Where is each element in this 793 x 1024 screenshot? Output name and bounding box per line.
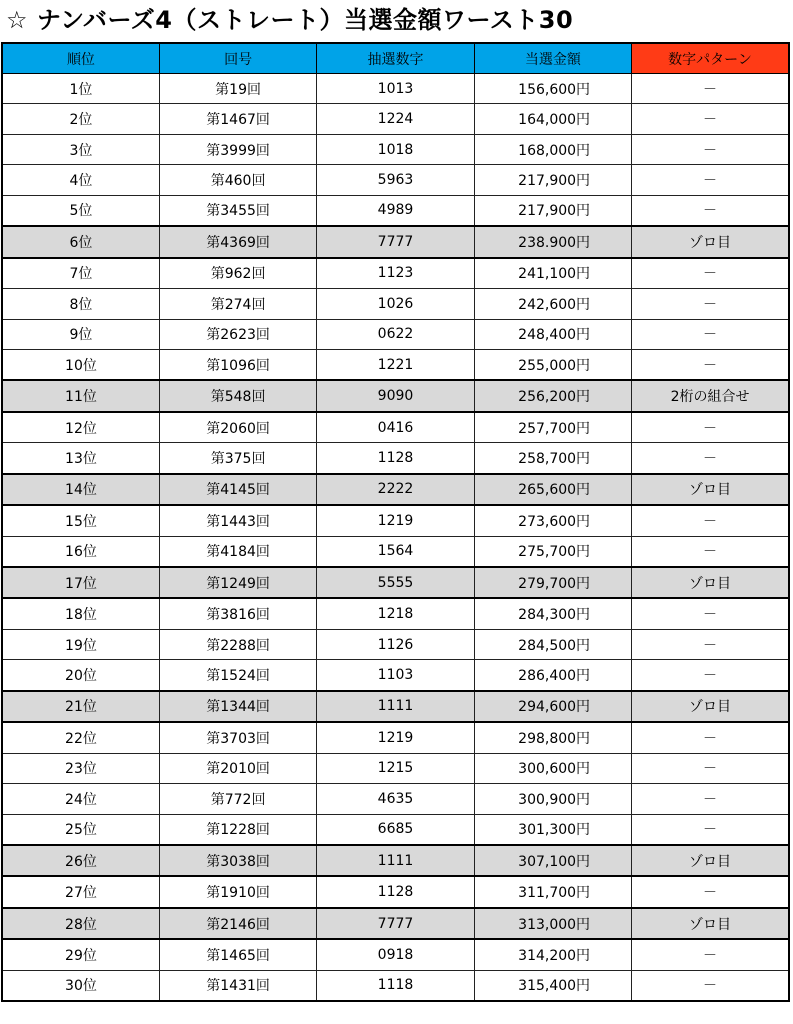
prize-cell: 275,700円 [474,536,631,567]
number-cell: 1026 [317,289,474,319]
number-cell: 1103 [317,660,474,691]
rank-cell: 29位 [2,939,159,970]
number-cell: 1111 [317,691,474,722]
table-row [2,939,789,970]
number-cell: 1126 [317,629,474,659]
rank-cell: 3位 [2,134,159,164]
table-row [2,876,789,907]
pattern-cell: － [632,876,789,907]
number-cell: 1123 [317,258,474,289]
prize-cell: 217,900円 [474,165,631,195]
table-row [2,289,789,319]
prize-cell: 313,000円 [474,908,631,939]
pattern-cell: ゾロ目 [632,845,789,876]
pattern-cell: ゾロ目 [632,474,789,505]
round-cell: 第1249回 [159,567,316,598]
number-cell: 0918 [317,939,474,970]
table-row [2,443,789,474]
pattern-cell: － [632,970,789,1001]
table-row [2,349,789,380]
rank-cell: 13位 [2,443,159,474]
round-cell: 第548回 [159,380,316,411]
pattern-cell: － [632,74,789,104]
rank-cell: 1位 [2,74,159,104]
rank-cell: 17位 [2,567,159,598]
header-rank: 順位 [2,43,159,74]
number-cell: 1215 [317,753,474,783]
round-cell: 第19回 [159,74,316,104]
prize-cell: 284,300円 [474,598,631,629]
pattern-cell: － [632,536,789,567]
rank-cell: 22位 [2,722,159,753]
pattern-cell: － [632,289,789,319]
round-cell: 第1443回 [159,505,316,536]
pattern-cell: － [632,722,789,753]
page-title: ☆ ナンバーズ4（ストレート）当選金額ワースト30 [6,6,574,34]
prize-cell: 301,300円 [474,814,631,845]
prize-cell: 294,600円 [474,691,631,722]
pattern-cell: － [632,258,789,289]
pattern-cell: － [632,165,789,195]
rank-cell: 5位 [2,195,159,226]
round-cell: 第2146回 [159,908,316,939]
table-row [2,814,789,845]
table-row [2,226,789,257]
number-cell: 1111 [317,845,474,876]
rank-cell: 26位 [2,845,159,876]
number-cell: 1224 [317,104,474,134]
round-cell: 第2010回 [159,753,316,783]
table-row [2,134,789,164]
rank-cell: 24位 [2,784,159,814]
round-cell: 第4184回 [159,536,316,567]
prize-cell: 257,700円 [474,412,631,443]
number-cell: 1018 [317,134,474,164]
number-cell: 7777 [317,226,474,257]
prize-cell: 217,900円 [474,195,631,226]
prize-cell: 311,700円 [474,876,631,907]
round-cell: 第2623回 [159,319,316,349]
number-cell: 6685 [317,814,474,845]
number-cell: 7777 [317,908,474,939]
round-cell: 第3455回 [159,195,316,226]
rank-cell: 25位 [2,814,159,845]
prize-cell: 286,400円 [474,660,631,691]
prize-cell: 255,000円 [474,349,631,380]
round-cell: 第3703回 [159,722,316,753]
prize-cell: 300,600円 [474,753,631,783]
round-cell: 第2060回 [159,412,316,443]
prize-cell: 298,800円 [474,722,631,753]
round-cell: 第1431回 [159,970,316,1001]
round-cell: 第1524回 [159,660,316,691]
number-cell: 1013 [317,74,474,104]
rank-cell: 27位 [2,876,159,907]
round-cell: 第1910回 [159,876,316,907]
rank-cell: 14位 [2,474,159,505]
header-number: 抽選数字 [317,43,474,74]
prize-cell: 265,600円 [474,474,631,505]
prize-cell: 248,400円 [474,319,631,349]
table-row [2,165,789,195]
prize-cell: 242,600円 [474,289,631,319]
prize-cell: 307,100円 [474,845,631,876]
header-prize: 当選金額 [474,43,631,74]
number-cell: 9090 [317,380,474,411]
table-row [2,691,789,722]
rank-cell: 6位 [2,226,159,257]
table-row [2,784,789,814]
round-cell: 第4145回 [159,474,316,505]
number-cell: 1219 [317,722,474,753]
rank-cell: 18位 [2,598,159,629]
rank-cell: 19位 [2,629,159,659]
header-pattern: 数字パターン [632,43,789,74]
pattern-cell: － [632,660,789,691]
prize-cell: 238.900円 [474,226,631,257]
table-row [2,598,789,629]
header-round: 回号 [159,43,316,74]
rank-cell: 12位 [2,412,159,443]
table-row [2,474,789,505]
rank-cell: 20位 [2,660,159,691]
worst-prize-table [1,42,790,1002]
rank-cell: 2位 [2,104,159,134]
number-cell: 5555 [317,567,474,598]
table-row [2,722,789,753]
table-row [2,319,789,349]
table-row [2,629,789,659]
pattern-cell: － [632,814,789,845]
number-cell: 1128 [317,443,474,474]
prize-cell: 256,200円 [474,380,631,411]
pattern-cell: － [632,939,789,970]
rank-cell: 7位 [2,258,159,289]
rank-cell: 4位 [2,165,159,195]
table-row [2,74,789,104]
number-cell: 1564 [317,536,474,567]
pattern-cell: － [632,505,789,536]
pattern-cell: － [632,598,789,629]
round-cell: 第1467回 [159,104,316,134]
table-row [2,195,789,226]
table-row [2,505,789,536]
pattern-cell: ゾロ目 [632,691,789,722]
prize-cell: 258,700円 [474,443,631,474]
prize-cell: 156,600円 [474,74,631,104]
pattern-cell: ゾロ目 [632,567,789,598]
prize-cell: 279,700円 [474,567,631,598]
number-cell: 5963 [317,165,474,195]
pattern-cell: － [632,753,789,783]
pattern-cell: ゾロ目 [632,908,789,939]
round-cell: 第375回 [159,443,316,474]
prize-cell: 314,200円 [474,939,631,970]
round-cell: 第772回 [159,784,316,814]
round-cell: 第460回 [159,165,316,195]
round-cell: 第3038回 [159,845,316,876]
table-row [2,660,789,691]
pattern-cell: － [632,319,789,349]
number-cell: 2222 [317,474,474,505]
number-cell: 0416 [317,412,474,443]
round-cell: 第1228回 [159,814,316,845]
rank-cell: 8位 [2,289,159,319]
pattern-cell: 2桁の組合せ [632,380,789,411]
round-cell: 第4369回 [159,226,316,257]
rank-cell: 21位 [2,691,159,722]
number-cell: 4635 [317,784,474,814]
pattern-cell: － [632,104,789,134]
table-row [2,908,789,939]
rank-cell: 10位 [2,349,159,380]
pattern-cell: ゾロ目 [632,226,789,257]
number-cell: 1219 [317,505,474,536]
pattern-cell: － [632,784,789,814]
round-cell: 第1344回 [159,691,316,722]
round-cell: 第3999回 [159,134,316,164]
pattern-cell: － [632,195,789,226]
table-row [2,412,789,443]
table-body [2,74,789,1002]
number-cell: 1221 [317,349,474,380]
pattern-cell: － [632,412,789,443]
table-row [2,753,789,783]
round-cell: 第1096回 [159,349,316,380]
rank-cell: 15位 [2,505,159,536]
number-cell: 1118 [317,970,474,1001]
pattern-cell: － [632,349,789,380]
rank-cell: 16位 [2,536,159,567]
table-row [2,258,789,289]
number-cell: 0622 [317,319,474,349]
round-cell: 第1465回 [159,939,316,970]
prize-cell: 164,000円 [474,104,631,134]
rank-cell: 9位 [2,319,159,349]
pattern-cell: － [632,134,789,164]
round-cell: 第962回 [159,258,316,289]
number-cell: 1218 [317,598,474,629]
table-row [2,380,789,411]
round-cell: 第274回 [159,289,316,319]
round-cell: 第3816回 [159,598,316,629]
table-row [2,536,789,567]
prize-cell: 273,600円 [474,505,631,536]
rank-cell: 30位 [2,970,159,1001]
rank-cell: 11位 [2,380,159,411]
prize-cell: 315,400円 [474,970,631,1001]
table-row [2,970,789,1001]
number-cell: 4989 [317,195,474,226]
rank-cell: 28位 [2,908,159,939]
number-cell: 1128 [317,876,474,907]
pattern-cell: － [632,443,789,474]
prize-cell: 284,500円 [474,629,631,659]
table-header-row [2,43,789,74]
prize-cell: 300,900円 [474,784,631,814]
prize-cell: 241,100円 [474,258,631,289]
table-row [2,104,789,134]
round-cell: 第2288回 [159,629,316,659]
table-row [2,845,789,876]
table-row [2,567,789,598]
pattern-cell: － [632,629,789,659]
prize-cell: 168,000円 [474,134,631,164]
rank-cell: 23位 [2,753,159,783]
